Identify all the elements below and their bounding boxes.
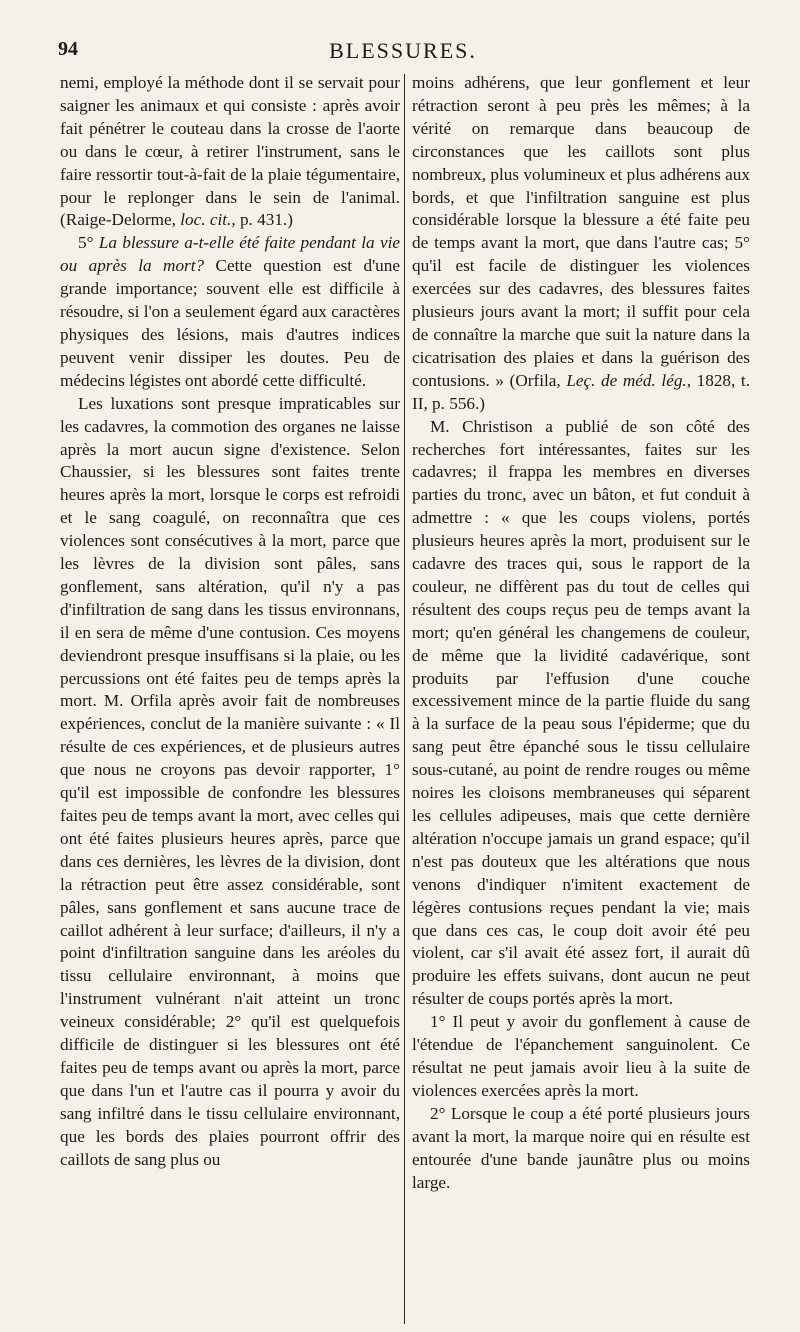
- left-p1-end: , p. 431.): [231, 210, 293, 230]
- left-paragraph-1: [60, 72, 400, 232]
- left-p1-text: nemi, employé la méthode dont il se servait pour saigner les animaux et qui consiste : après avoir fait pénétrer le couteau dans la crosse de l'aorte ou dans le cœur, à retirer l'instrument, sans le faire ressortir tout-à-fait de la plaie tégumentaire, pour le replonger dans le sein de l'animal. (Raige-Delorme,: [60, 73, 400, 230]
- left-p1-citation: loc. cit.: [180, 210, 232, 230]
- right-p1-text: moins adhérens, que leur gonflement et leur rétraction seront à peu près les mêmes; à la vérité on remarque dans beaucoup de circonstances que les caillots sont plus nombreux, plus volumineux et plus adhérens aux bords, et que l'infiltration sanguine est plus considérable lorsque la blessure a été faite peu de temps avant la mort, que dans l'autre cas; 5° qu'il est facile de distinguer les violences exercées sur des cadavres, des blessures faites plusieurs jours avant la mort; il suffit pour cela de connaître la marche que suit la nature dans la cicatrisation des plaies et dans la guérison des contusions. » (Orfila,: [412, 73, 750, 390]
- right-p1-citation: Leç. de méd. lég.: [566, 370, 687, 390]
- page-header: [58, 38, 748, 68]
- left-p2-text: Cette question est d'une grande importance; souvent elle est difficile à résoudre, si l'on a seulement égard aux caractères physiques des lésions, mais d'autres indices peuvent venir dissiper les doutes. Peu de médecins légistes ont abordé cette difficulté.: [60, 256, 400, 390]
- column-divider: [404, 74, 405, 1324]
- right-column: [412, 72, 750, 1194]
- running-title: BLESSURES.: [329, 38, 477, 63]
- left-p2-question: La blessure a-t-elle été faite pendant la vie ou après la mort?: [60, 233, 400, 276]
- left-column: [60, 72, 400, 1172]
- left-p2-number: 5°: [78, 233, 99, 253]
- right-paragraph-1: [412, 72, 750, 416]
- left-paragraph-2: [60, 232, 400, 392]
- left-paragraph-3: Les luxations sont presque impraticables sur les cadavres, la commotion des organes ne laisse après la mort aucun signe d'existence. Selon Chaussier, si les blessures sont faites trente heures après la mort, lorsque le corps est refroidi et le sang coagulé, on reconnaîtra que ces violences sont consécutives à la mort, parce que les lèvres de la division sont pâles, sans gonflement, sans altération, qu'il n'y a pas d'infiltration de sang dans les tissus environnans, il en sera de même d'une contusion. Ces moyens deviendront presque insuffisans si la plaie, ou les percussions ont été faites peu de temps après la mort. M. Orfila après avoir fait de nombreuses expériences, conclut de la manière suivante : « Il résulte de ces expériences, et de plusieurs autres que nous ne croyons pas devoir rapporter, 1° qu'il est impossible de confondre les blessures faites peu de temps avant la mort, avec celles qui ont été faites plusieurs heures après, parce que dans ces dernières, les lèvres de la division, dont la rétraction peut être assez considérable, sont pâles, sans gonflement et sans aucune trace de caillot adhérent à leur surface; d'ailleurs, il n'y a point d'infiltration sanguine dans les aréoles du tissu cellulaire environnant, à moins que l'instrument vulnérant n'ait atteint un tronc veineux considérable; 2° qu'il est quelquefois difficile de distinguer si les blessures ont été faites peu de temps avant ou après la mort, parce que dans l'un et l'autre cas il pourra y avoir du sang infiltré dans le tissu cellulaire environnant, que les bords des plaies pourront offrir des caillots de sang plus ou: [60, 393, 400, 1169]
- right-paragraph-2: M. Christison a publié de son côté des recherches fort intéressantes, faites sur les cadavres; il frappa les membres en diverses parties du tronc, avec un bâton, et fut conduit à admettre : « que les coups violens, portés plusieurs heures après la mort, produisent sur le cadavre des traces qui, sous le rapport de la couleur, ne diffèrent pas du tout de celles qui résultent des coups reçus peu de temps avant la mort; qu'en général les changemens de couleur, de même que la lividité cadavérique, sont produits par l'effusion d'une couche excessivement mince de la partie fluide du sang à la surface de la peau sous l'épiderme; que du sang peut être épanché sous le tissu cellulaire sous-cutané, au point de rendre rouges ou même noires les cloisons membraneuses qui séparent les cellules adipeuses, mais que cette dernière altération n'occupe jamais un grand espace; qu'il n'est pas douteux que les altérations que nous venons d'indiquer n'imitent exactement de légères contusions reçues pendant la vie; mais que dans ces cas, le coup doit avoir été peu violent, car s'il avait été assez fort, il aurait dû produire les effets suivans, dont aucun ne peut résulter de coups portés après la mort.: [412, 416, 750, 1009]
- right-paragraph-4: 2° Lorsque le coup a été porté plusieurs jours avant la mort, la marque noire qui en résulte est entourée d'une bande jaunâtre plus ou moins large.: [412, 1103, 750, 1192]
- page-number: 94: [58, 38, 78, 60]
- right-paragraph-3: 1° Il peut y avoir du gonflement à cause de l'étendue de l'épanchement sanguinolent. Ce résultat ne peut jamais avoir lieu à la suite de violences exercées après la mort.: [412, 1012, 750, 1100]
- right-p1-end: , 1828, t. II, p. 556.): [412, 370, 751, 413]
